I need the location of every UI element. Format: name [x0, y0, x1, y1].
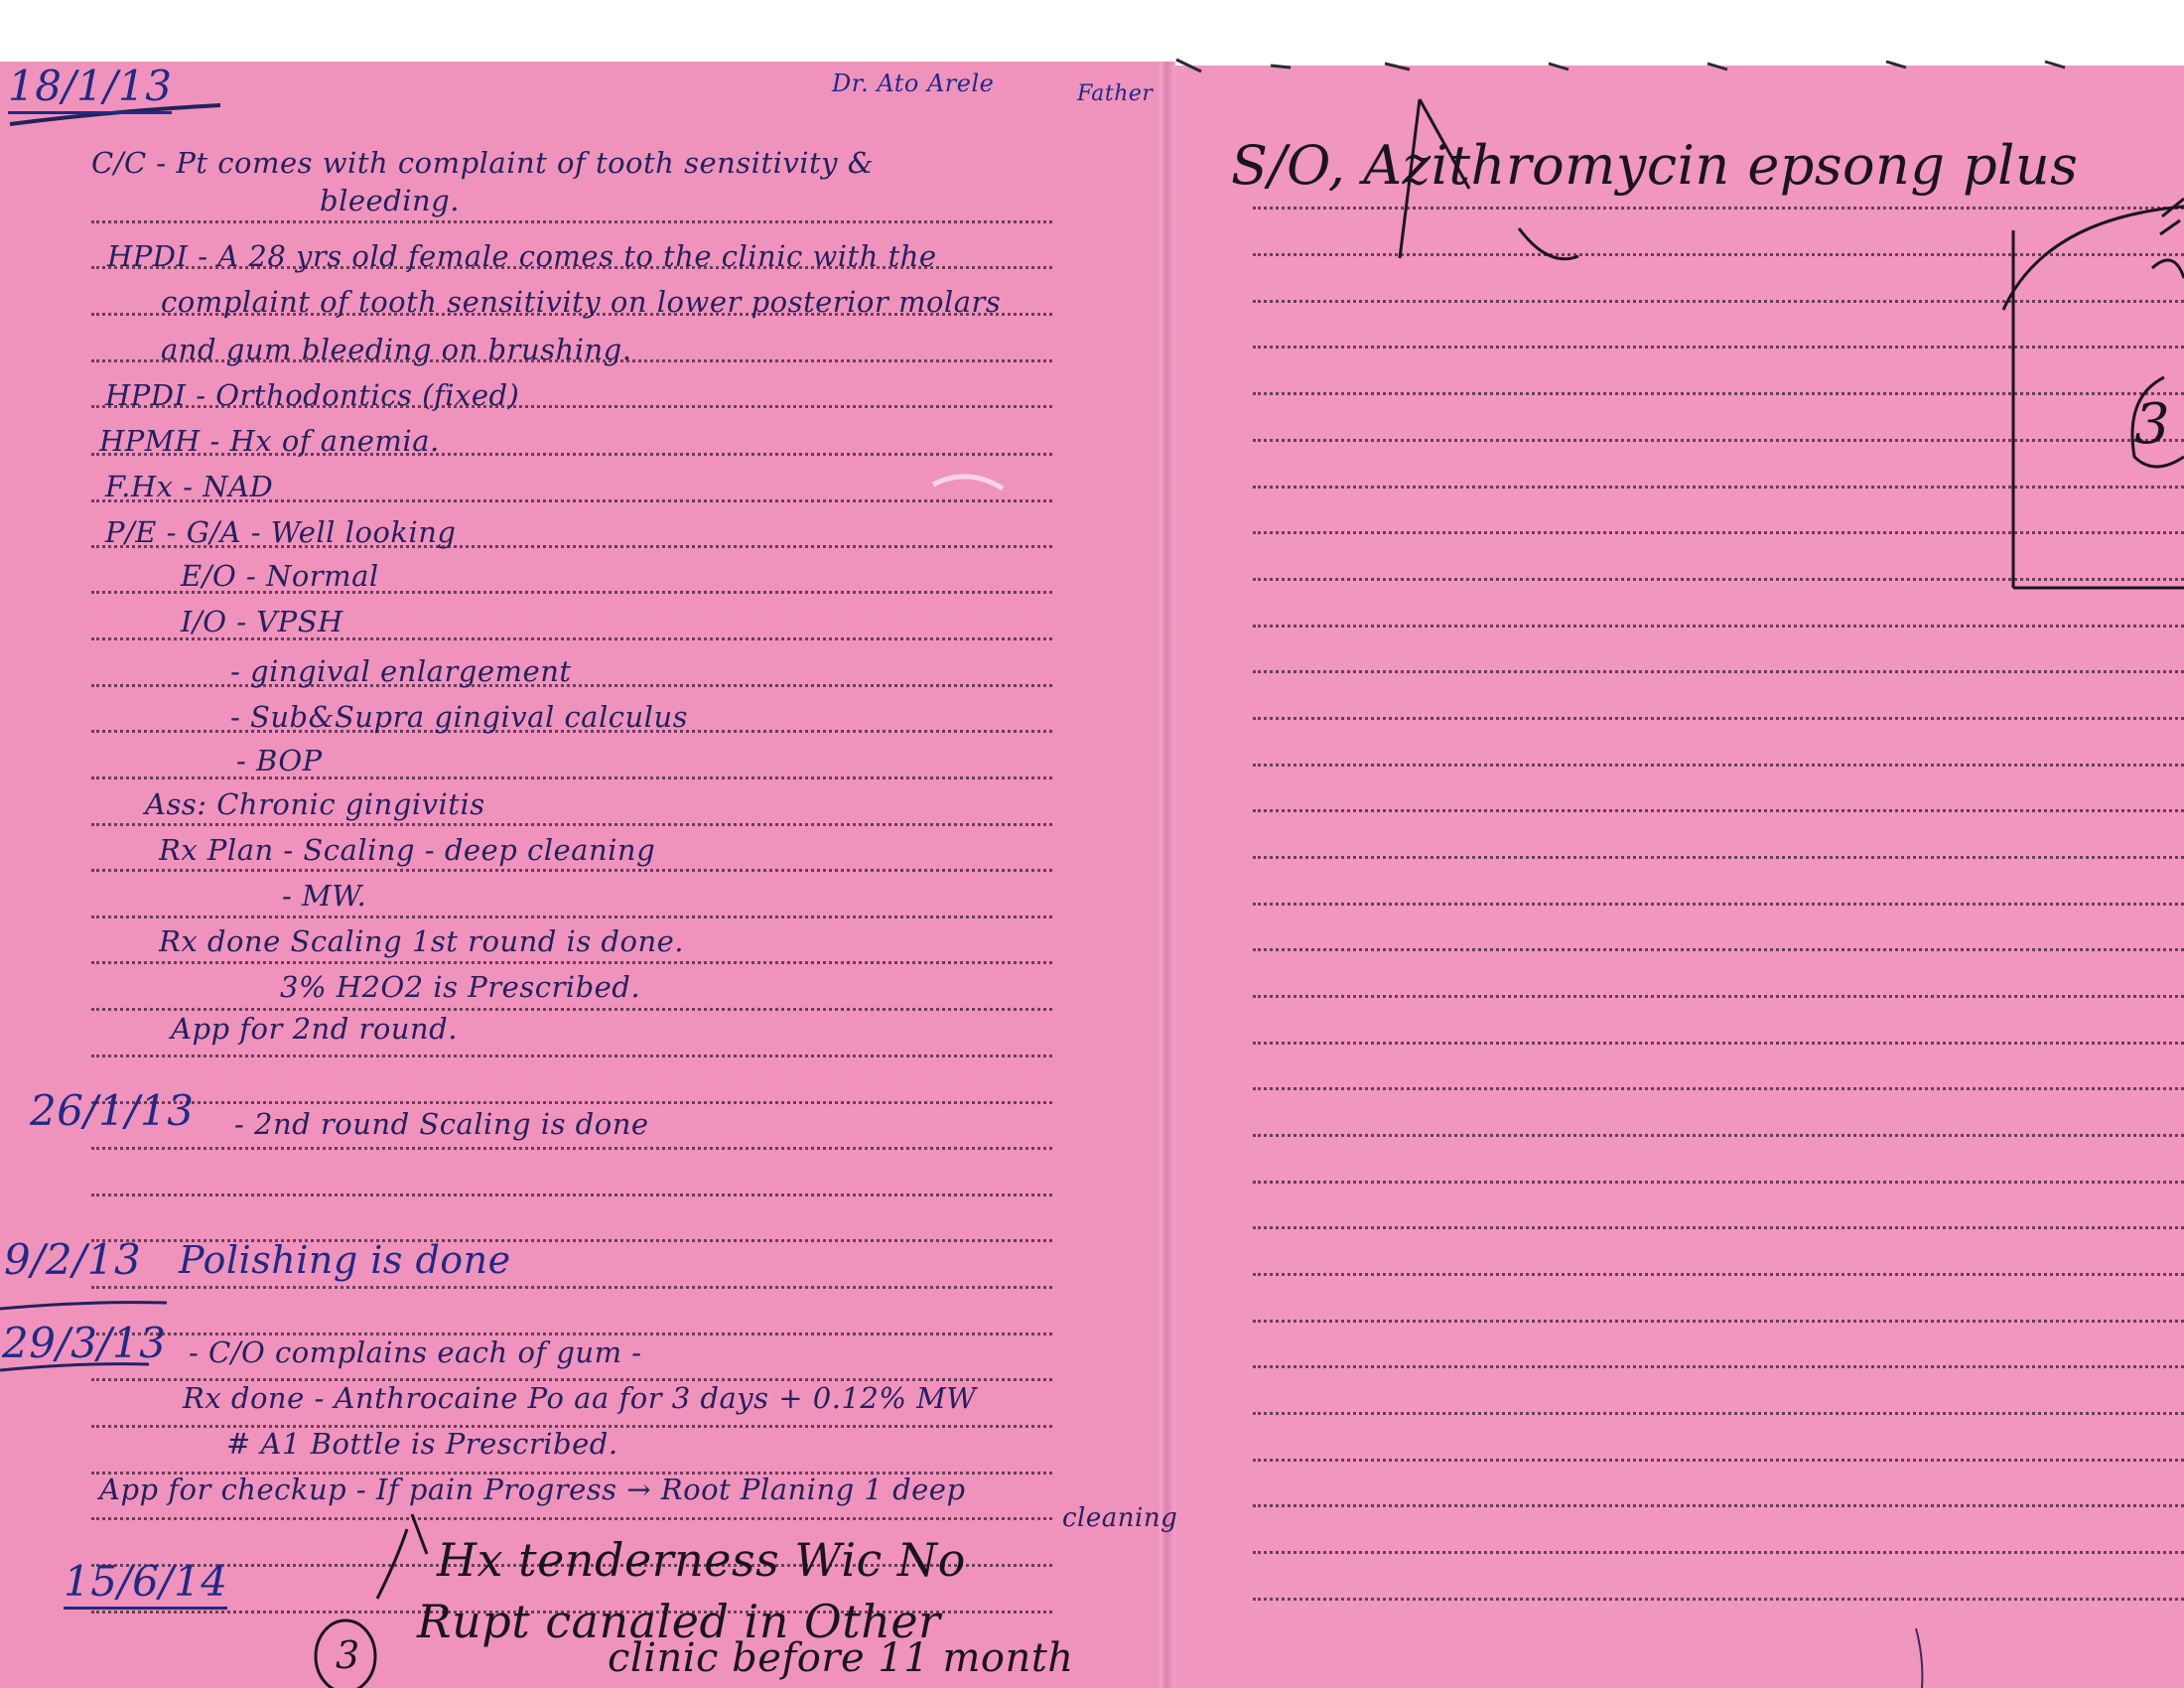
appointment-note: App for 2nd round. — [171, 1012, 458, 1046]
chief-complaint: C/C - Pt comes with complaint of tooth sensitivity & — [91, 146, 875, 180]
right-page-note: S/O, Azithromycin epsong plus — [1231, 134, 2079, 197]
history-line-3: and gum bleeding on brushing. — [161, 333, 632, 366]
followup-4-line-1: Hx tenderness Wic No — [437, 1533, 966, 1587]
attending-role: Father — [1077, 81, 1154, 106]
past-medical-history: HPMH - Hx of anemia. — [99, 424, 440, 458]
finding-gingival-enlargement: - gingival enlargement — [230, 654, 572, 688]
treatment-plan-mw: - MW. — [282, 879, 367, 913]
right-page-margin-number: 3 — [2134, 392, 2171, 457]
followup-3-date: 29/3/13 — [2, 1319, 167, 1367]
assessment: Ass: Chronic gingivitis — [145, 787, 485, 821]
chief-complaint-cont: bleeding. — [320, 184, 460, 217]
followup-3-rx-2: # A1 Bottle is Prescribed. — [226, 1427, 618, 1461]
past-dental-history: HPDI - Orthodontics (fixed) — [105, 378, 520, 412]
followup-3-rx: Rx done - Anthrocaine Po aa for 3 days + 0.12% MW — [183, 1381, 977, 1415]
family-history: F.Hx - NAD — [105, 470, 274, 503]
intra-oral-exam: I/O - VPSH — [181, 605, 343, 638]
followup-2-text: Polishing is done — [179, 1238, 511, 1282]
extra-oral-exam: E/O - Normal — [181, 559, 379, 593]
followup-3-text: - C/O complains each of gum - — [189, 1336, 642, 1369]
followup-4-date: 15/6/14 — [64, 1561, 227, 1610]
treatment-done: Rx done Scaling 1st round is done. — [159, 924, 685, 958]
followup-1-text: - 2nd round Scaling is done — [234, 1107, 649, 1141]
attending-name: Dr. Ato Arele — [832, 70, 995, 97]
page-fold — [1160, 62, 1175, 1688]
followup-4-line-3: clinic before 11 month — [608, 1635, 1074, 1681]
finding-bop: - BOP — [236, 744, 323, 777]
treatment-plan: Rx Plan - Scaling - deep cleaning — [159, 833, 656, 867]
right-page — [1166, 66, 2184, 1688]
followup-3-appointment: App for checkup - If pain Progress → Root Planing 1 deep — [99, 1473, 966, 1506]
followup-3-appointment-cont: cleaning — [1062, 1503, 1178, 1533]
followup-4-line-2: Rupt canaled in Other — [417, 1595, 941, 1648]
history-line-2: complaint of tooth sensitivity on lower posterior molars — [161, 285, 1002, 319]
finding-calculus: - Sub&Supra gingival calculus — [230, 700, 688, 734]
followup-1-date: 26/1/13 — [30, 1086, 195, 1135]
prescription: 3% H2O2 is Prescribed. — [280, 970, 641, 1004]
followup-4-number: 3 — [336, 1633, 360, 1677]
record-date: 18/1/13 — [8, 66, 172, 114]
followup-2-date: 9/2/13 — [4, 1235, 142, 1284]
physical-exam: P/E - G/A - Well looking — [105, 515, 457, 549]
history-line-1: HPDI - A 28 yrs old female comes to the clinic with the — [107, 239, 937, 273]
